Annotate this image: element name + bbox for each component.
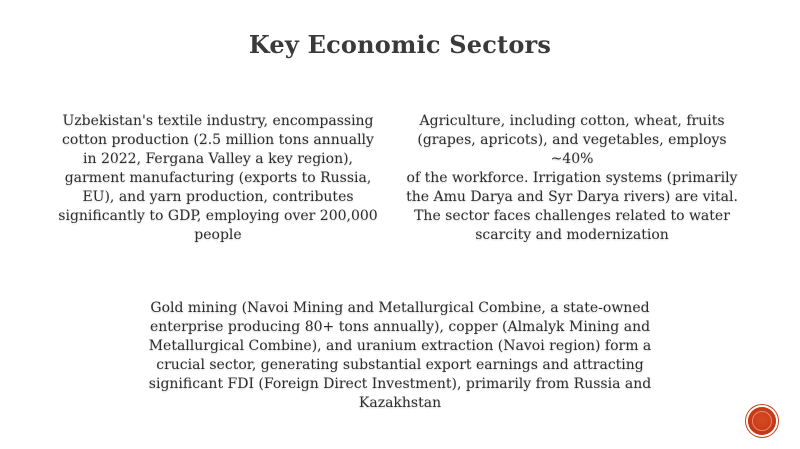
textiles-text-block: Uzbekistan's textile industry, encompassing cotton production (2.5 million tons annually in 2022, Fergana Valley a key region), garment manufacturing (exports to Russia, EU), and yarn production, contributes significantly to GDP, employing over 200,000 people	[58, 113, 378, 243]
mining-text-block: Gold mining (Navoi Mining and Metallurgical Combine, a state-owned enterprise producing 80+ tons annually), copper (Almalyk Mining and Metallurgical Combine), and uranium extraction (Navoi region) form a crucial sector, generating substantial export earnings and attracting significant FDI (Foreign Direct Investment), primarily from Russia and Kazakhstan	[148, 300, 652, 411]
slide-title: Key Economic Sectors	[248, 30, 552, 59]
agriculture-text-block: Agriculture, including cotton, wheat, fruits (grapes, apricots), and vegetables, employs ~40% of the workforce. Irrigation systems (primarily the Amu Darya and Syr Darya rivers) are vital. The sector faces challenges related to water scarcity and modernization	[406, 113, 738, 243]
ring-icon	[752, 411, 772, 431]
circle-button-icon[interactable]	[748, 407, 776, 435]
